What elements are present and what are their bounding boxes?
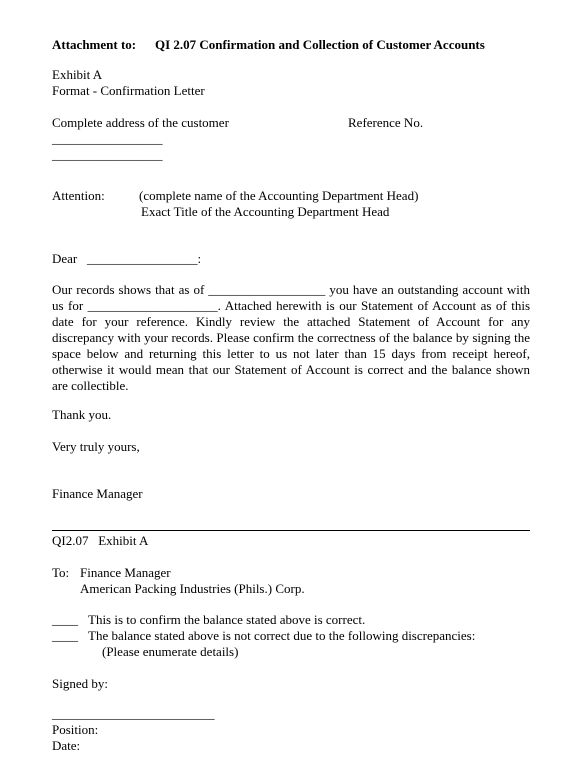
- body-paragraph: Our records shows that as of __________________ you have an outstanding account with us for ____________________. Attached herewith is our Statement of Account as of this date for your reference. Kindly review the attached Statement of Account for any discrepancy with your records. Please confirm the correctness of the balance by signing the space below and returning this letter to us not later than 15 days from receipt hereof, otherwise it would mean that our Statement of Account is correct and the balance shown are collectible.: [52, 282, 530, 393]
- attention-name: (complete name of the Accounting Department Head): [139, 188, 419, 203]
- to-name: Finance Manager: [80, 565, 171, 580]
- position-label: Position:: [52, 722, 99, 737]
- attention-title: Exact Title of the Accounting Department Head: [141, 204, 390, 219]
- signed-by-label: Signed by:: [52, 676, 108, 691]
- signer-title: Finance Manager: [52, 486, 143, 501]
- attachment-label: Attachment to:: [52, 37, 137, 52]
- signature-line[interactable]: _________________________: [52, 706, 215, 721]
- reference-no-label: Reference No.: [348, 115, 424, 130]
- salutation: Dear _________________:: [52, 251, 202, 266]
- date-label: Date:: [52, 738, 81, 753]
- option-confirm-correct: This is to confirm the balance stated above is correct.: [88, 612, 366, 627]
- address-blank-line: _________________: [52, 131, 163, 146]
- attention-label: Attention:: [52, 188, 105, 203]
- divider-line: [52, 530, 530, 531]
- customer-address-label: Complete address of the customer: [52, 115, 229, 130]
- thank-you: Thank you.: [52, 407, 112, 422]
- option-not-correct: The balance stated above is not correct due to the following discrepancies:: [88, 628, 476, 643]
- attachment-title: QI 2.07 Confirmation and Collection of Customer Accounts: [155, 37, 485, 52]
- to-label: To:: [52, 565, 70, 580]
- option-checkbox-blank[interactable]: ____: [52, 612, 78, 627]
- reply-reference: QI2.07 Exhibit A: [52, 533, 149, 548]
- exhibit-format-line: Format - Confirmation Letter: [52, 83, 205, 98]
- option-checkbox-blank[interactable]: ____: [52, 628, 78, 643]
- exhibit-line: Exhibit A: [52, 67, 103, 82]
- to-company: American Packing Industries (Phils.) Corp.: [80, 581, 305, 596]
- option-note: (Please enumerate details): [102, 644, 239, 659]
- address-blank-line: _________________: [52, 147, 163, 162]
- sign-off: Very truly yours,: [52, 439, 140, 454]
